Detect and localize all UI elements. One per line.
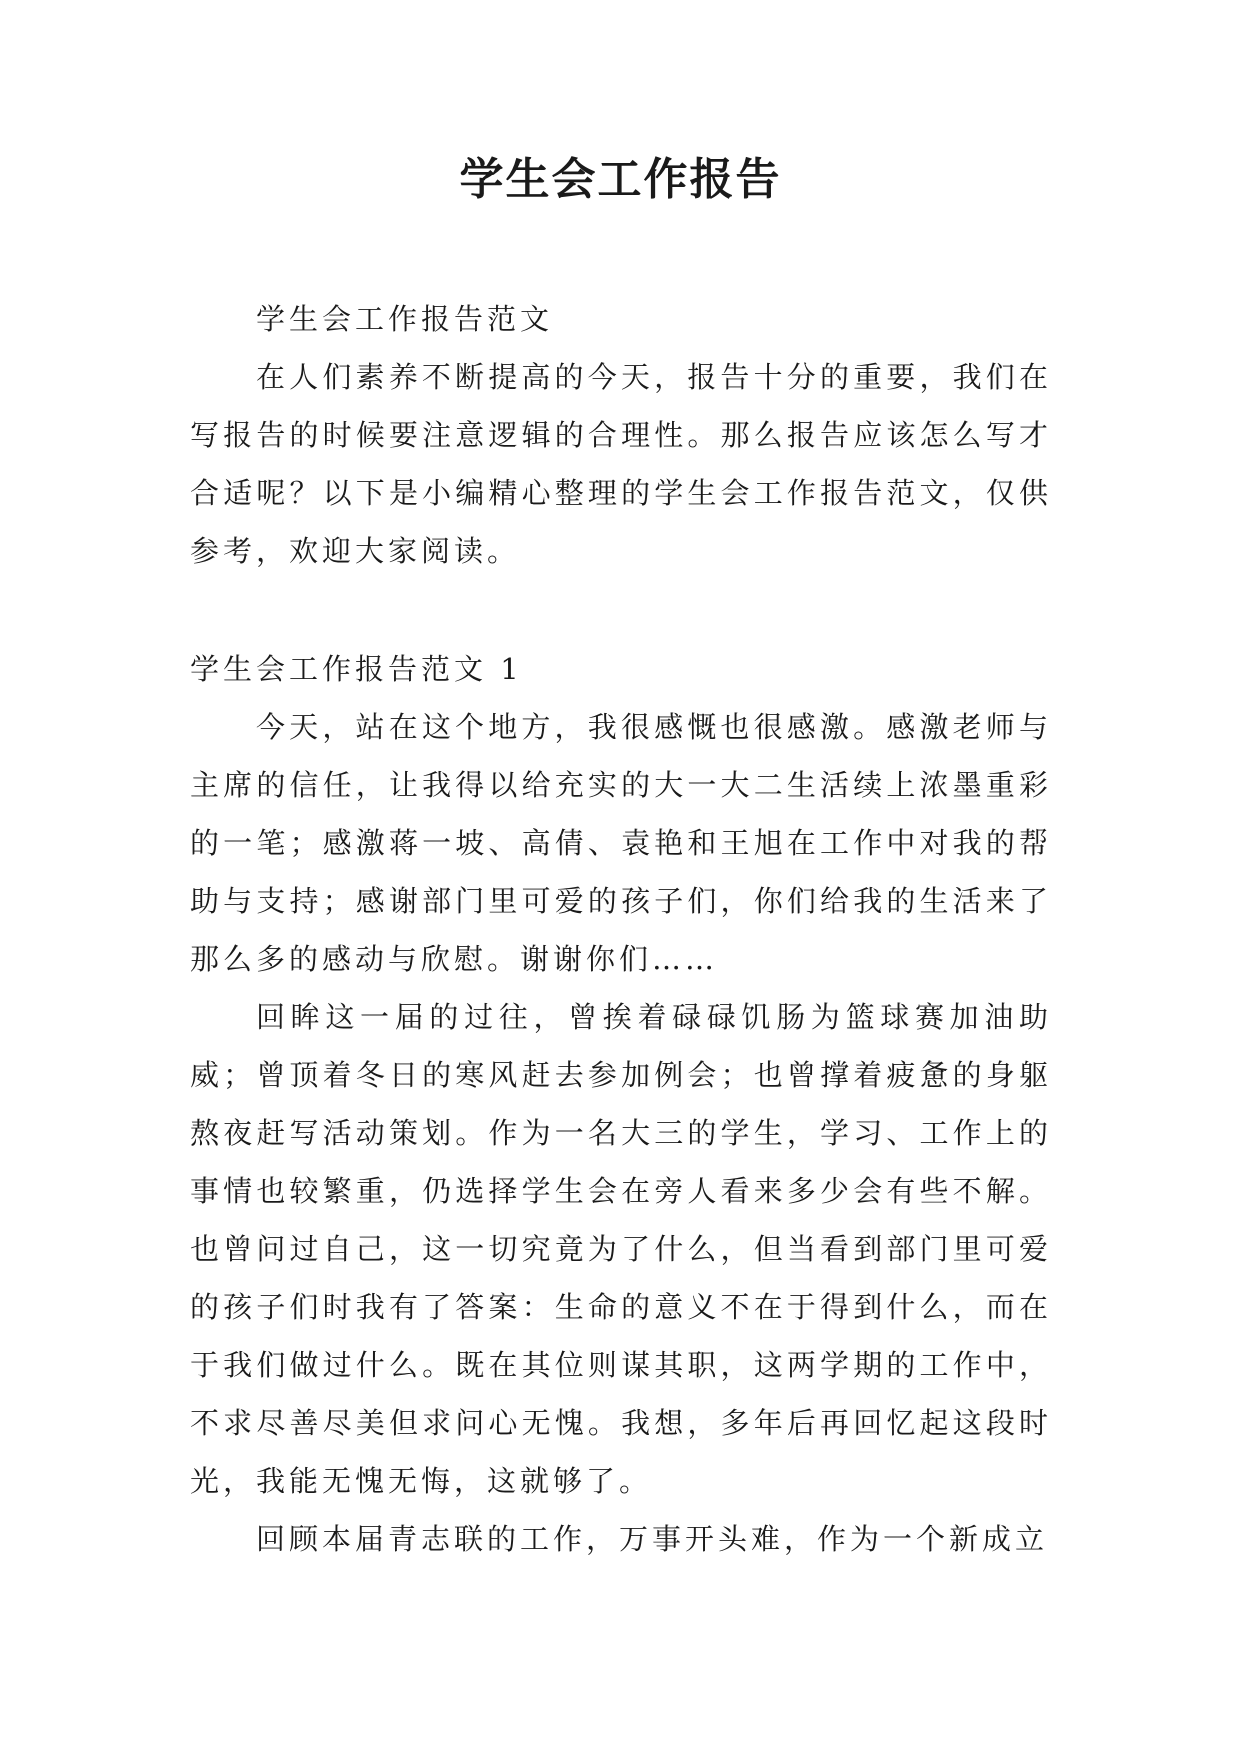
section-1-paragraph: 今天，站在这个地方，我很感慨也很感激。感激老师与主席的信任，让我得以给充实的大一大二生活续上浓墨重彩的一笔；感激蒋一坡、高倩、袁艳和王旭在工作中对我的帮助与支持；感谢部门里可爱的孩子们，你们给我的生活来了那么多的感动与欣慰。谢谢你们……: [190, 710, 1052, 976]
document-title: 学生会工作报告: [459, 154, 782, 205]
section-1-paragraph: 回顾本届青志联的工作，万事开头难，作为一个新成立: [256, 1522, 1049, 1556]
section-1-paragraph: 回眸这一届的过往，曾挨着碌碌饥肠为篮球赛加油助威；曾顶着冬日的寒风赶去参加例会；也曾撑着疲惫的身躯熬夜赶写活动策划。作为一名大三的学生，学习、工作上的事情也较繁重，仍选择学生会在旁人看来多少会有些不解。也曾问过自己，这一切究竟为了什么，但当看到部门里可爱的孩子们时我有了答案：生命的意义不在于得到什么，而在于我们做过什么。既在其位则谋其职，这两学期的工作中，不求尽善尽美但求问心无愧。我想，多年后再回忆起这段时光，我能无愧无悔，这就够了。: [190, 1000, 1052, 1498]
intro-subtitle: 学生会工作报告范文: [256, 302, 554, 336]
section-1-heading: 学生会工作报告范文 1: [190, 652, 523, 686]
intro-paragraph: 在人们素养不断提高的今天，报告十分的重要，我们在写报告的时候要注意逻辑的合理性。那么报告应该怎么写才合适呢？以下是小编精心整理的学生会工作报告范文，仅供参考，欢迎大家阅读。: [190, 360, 1052, 568]
intro-section: [190, 290, 1052, 580]
section-1: [190, 640, 1052, 1568]
